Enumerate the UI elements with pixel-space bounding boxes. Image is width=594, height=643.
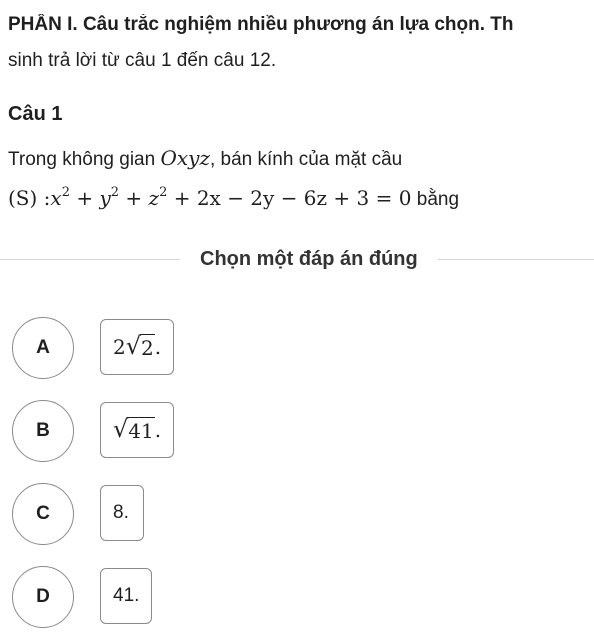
instruction-label: Chọn một đáp án đúng <box>200 247 418 270</box>
option-answer-b[interactable] <box>100 402 174 458</box>
option-b[interactable] <box>12 400 182 462</box>
sphere-equation <box>8 186 459 211</box>
divider-line-left <box>0 259 180 260</box>
option-d[interactable] <box>12 566 182 628</box>
equation-suffix: bằng <box>411 189 460 210</box>
option-letter-a[interactable]: A <box>12 317 74 379</box>
option-answer-c[interactable] <box>100 485 144 541</box>
option-answer-d[interactable] <box>100 568 152 624</box>
question-text-prefix: Trong không gian <box>8 149 161 170</box>
option-a-coef: 2 <box>113 335 126 359</box>
space-name: Oxyz <box>160 146 210 170</box>
option-c[interactable] <box>12 483 182 545</box>
option-a-suffix: . <box>154 335 162 359</box>
question-title: Câu 1 <box>8 103 63 125</box>
option-letter-d[interactable]: D <box>12 566 74 628</box>
section-subtitle: sinh trả lời từ câu 1 đến câu 12. <box>8 50 277 71</box>
equation-math: (S) $:x^2 + y^2 + z^2 + 2x - 2y - 6z + 3 = 0$ <box>8 185 412 210</box>
option-c-value: 8. <box>113 502 129 523</box>
option-letter-c[interactable]: C <box>12 483 74 545</box>
divider-line-right <box>438 259 594 260</box>
option-b-suffix: . <box>154 418 162 442</box>
sqrt-icon: √ 2 <box>125 332 154 360</box>
sqrt-icon: √ 41 <box>113 415 154 443</box>
option-d-value: 41. <box>113 585 140 606</box>
option-a-radicand: 2 <box>141 336 154 360</box>
option-letter-b[interactable]: B <box>12 400 74 462</box>
question-text <box>8 146 402 171</box>
option-b-radicand: 41 <box>128 419 154 443</box>
option-a[interactable] <box>12 317 182 379</box>
question-text-suffix: , bán kính của mặt cầu <box>209 149 403 170</box>
section-title: PHẦN I. Câu trắc nghiệm nhiều phương án lựa chọn. Th <box>8 14 514 35</box>
answer-divider <box>0 244 594 274</box>
option-answer-a[interactable] <box>100 319 174 375</box>
